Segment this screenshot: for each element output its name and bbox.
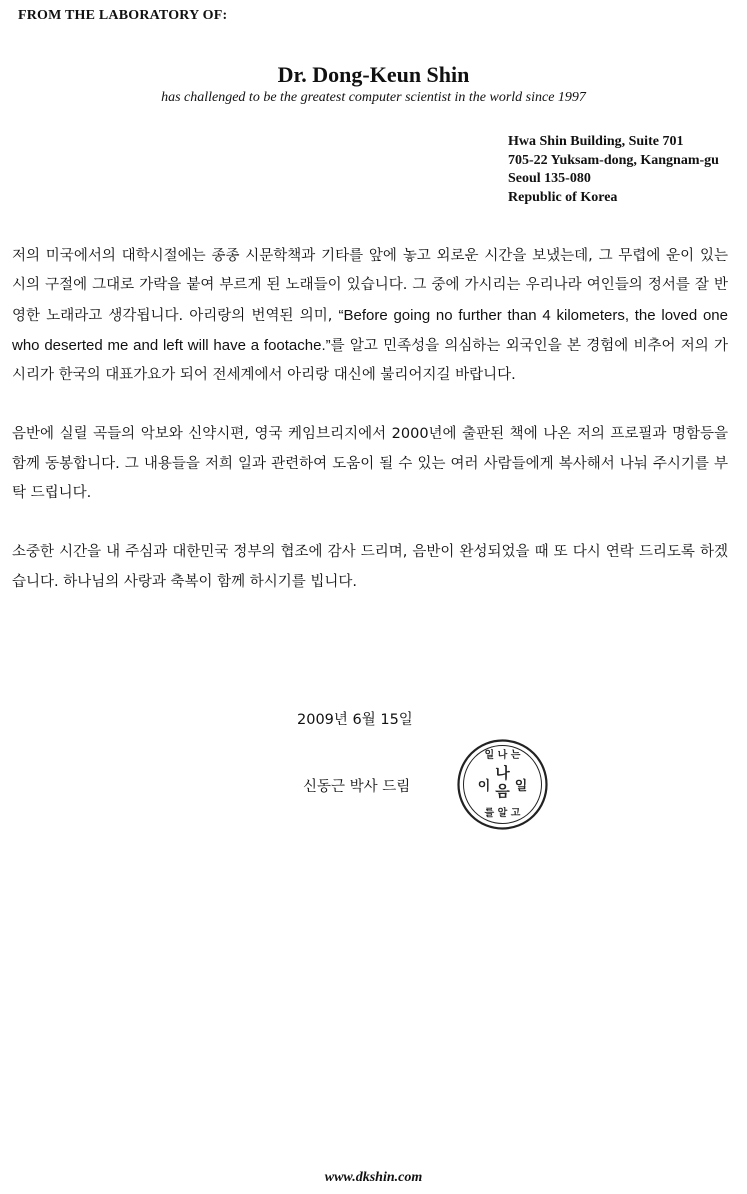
- address-block: [508, 133, 719, 207]
- letter-body: [12, 242, 728, 627]
- letter-date: 2009년 6월 15일: [297, 712, 413, 728]
- address-line-2: 705-22 Yuksam-dong, Kangnam-gu: [508, 152, 719, 168]
- address-line-1: Hwa Shin Building, Suite 701: [508, 134, 684, 149]
- address-line-4: Republic of Korea: [508, 189, 618, 205]
- svg-text:일: 일: [514, 779, 528, 794]
- from-laboratory-label: FROM THE LABORATORY OF:: [18, 8, 228, 23]
- svg-text:나: 나: [495, 764, 510, 782]
- svg-text:일 나 는: 일 나 는: [484, 750, 521, 761]
- svg-text:이: 이: [477, 779, 491, 794]
- signature-line: 신동근 박사 드림: [303, 779, 411, 795]
- website-footer: www.dkshin.com: [324, 1170, 423, 1185]
- svg-text:음: 음: [495, 782, 510, 800]
- paragraph-1-part-a: 저의 미국에서의 대학시절에는 종종 시문학책과 기타를 앞에 놓고 외로운 시간을 보냈는데, 그 무렵에 운이 있는 시의 구절에 그대로 가락을 붙여 부르게 된 노래들이 있습니다. 그 중에 가시리는 우리나라 여인들의 정서를 잘 반영한 노래라고 생각됩니다. 아리랑의 번역된 의미,: [12, 248, 728, 324]
- author-name: Dr. Dong-Keun Shin: [277, 62, 470, 87]
- svg-text:를 알 고: 를 알 고: [484, 808, 521, 819]
- paragraph-1-part-b: 를 알고 민족성을 의심하는 외국인을 본 경험에 비추어 저의 가시리가 한국의 대표가요가 되어 전세계에서 아리랑 대신에 불리어지길 바랍니다.: [12, 337, 728, 384]
- paragraph-1: [12, 242, 728, 390]
- paragraph-1-english-quote: “Before going no further than 4 kilometers, the loved one who deserted me and left will have a footache.”: [12, 306, 728, 354]
- seal-stamp-icon: [456, 738, 549, 831]
- author-tagline: has challenged to be the greatest computer scientist in the world since 1997: [161, 90, 586, 105]
- address-line-3: Seoul 135-080: [508, 171, 591, 186]
- paragraph-2: 음반에 실릴 곡들의 악보와 신약시편, 영국 케임브리지에서 2000년에 출판된 책에 나온 저의 프로필과 명함등을 함께 동봉합니다. 그 내용들을 저희 일과 관련하여 도움이 될 수 있는 여러 사람들에게 복사해서 나눠 주시기를 부탁 드립니다.: [12, 426, 728, 502]
- paragraph-3: 소중한 시간을 내 주심과 대한민국 정부의 협조에 감사 드리며, 음반이 완성되었을 때 또 다시 연락 드리도록 하겠습니다. 하나님의 사랑과 축복이 함께 하시기를 빕니다.: [12, 544, 728, 590]
